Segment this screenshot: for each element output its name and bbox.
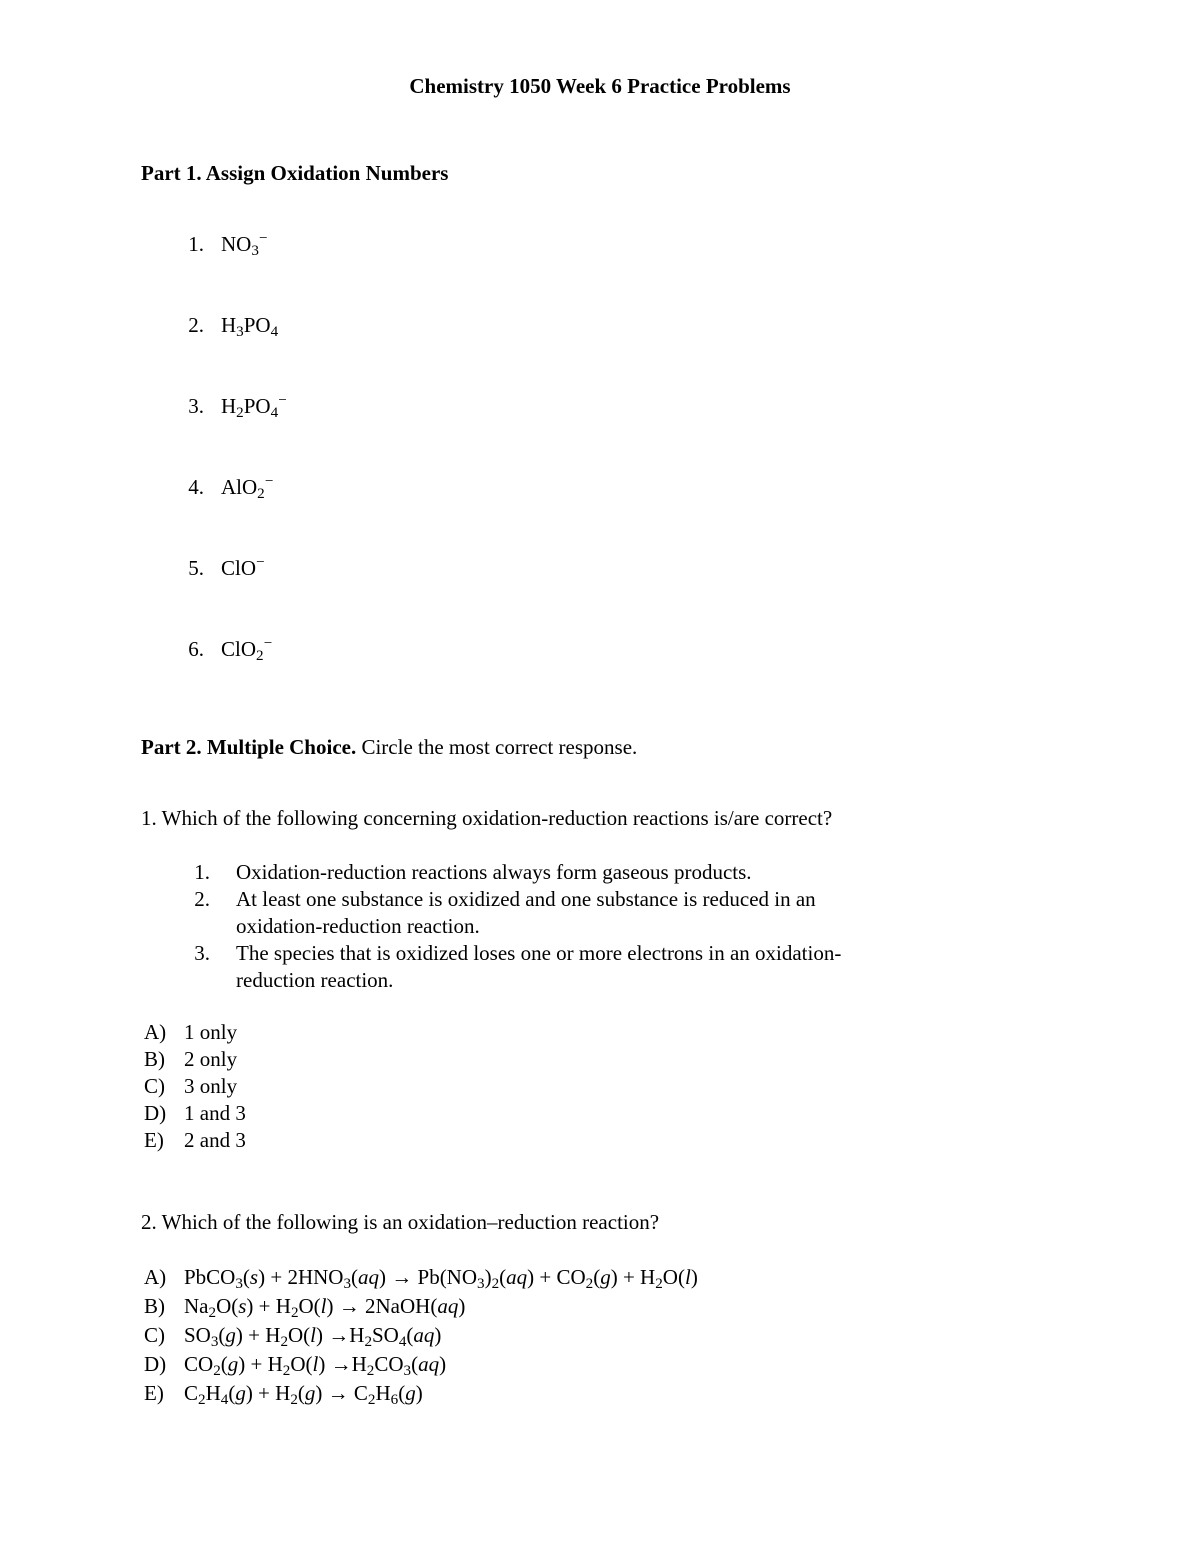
statement-number: 1. xyxy=(194,860,210,884)
part1-heading: Part 1. Assign Oxidation Numbers xyxy=(141,161,449,185)
statement-line: oxidation-reduction reaction. xyxy=(236,914,480,938)
choice-letter: A) xyxy=(144,1265,167,1289)
choice-equation: $SO_3(g) + H_2O(l) \to H_2SO_4(aq)$ xyxy=(184,1323,442,1351)
choice-text: 2 and 3 xyxy=(184,1128,246,1152)
part1-item-formula: ClO$_2$− xyxy=(221,635,273,665)
part1-item-formula: $H_2PO_4^-$ xyxy=(221,392,287,422)
statement-line: Oxidation-reduction reactions always form gaseous products. xyxy=(236,860,752,884)
choice-text: 2 only xyxy=(184,1047,238,1071)
part1-item-number: 6. xyxy=(188,637,204,661)
part1-item-number: 2. xyxy=(188,313,204,337)
part2-heading-line xyxy=(141,737,637,758)
choice-text: 1 only xyxy=(184,1020,238,1044)
statement-number: 2. xyxy=(194,887,210,911)
choice-letter: E) xyxy=(144,1128,164,1152)
part1-item-number: 5. xyxy=(188,556,204,580)
part1-item-number: 3. xyxy=(188,394,204,418)
part2-instruction: Circle the most correct response. xyxy=(356,735,638,759)
choice-letter: A) xyxy=(144,1020,167,1044)
choice-text: 1 and 3 xyxy=(184,1101,246,1125)
part1-item-formula: ClO− xyxy=(221,554,265,580)
choice-letter: C) xyxy=(144,1074,165,1098)
statement-line: At least one substance is oxidized and one substance is reduced in an xyxy=(236,887,816,911)
statement-number: 3. xyxy=(194,941,210,965)
statement-line: reduction reaction. xyxy=(236,968,394,992)
choice-text: 3 only xyxy=(184,1074,238,1098)
choice-letter: E) xyxy=(144,1381,164,1405)
choice-letter: B) xyxy=(144,1047,165,1071)
choice-letter: B) xyxy=(144,1294,165,1318)
choice-letter: D) xyxy=(144,1101,167,1125)
part1-item-formula: AlO$_2$− xyxy=(221,473,274,503)
choice-equation: $CO_2(g) + H_2O(l) \to H_2CO_3(aq)$ xyxy=(184,1352,447,1380)
statement-line: The species that is oxidized loses one or more electrons in an oxidation- xyxy=(236,941,842,965)
page-title: Chemistry 1050 Week 6 Practice Problems xyxy=(409,74,791,98)
part1-item-formula: $H_3PO_4$ xyxy=(221,313,279,341)
choice-letter: C) xyxy=(144,1323,165,1347)
question-2-text: 2. Which of the following is an oxidation–reduction reaction? xyxy=(141,1210,660,1234)
question-1-text: 1. Which of the following concerning oxidation-reduction reactions is/are correct? xyxy=(141,806,833,830)
choice-letter: D) xyxy=(144,1352,167,1376)
part2-heading: Part 2. Multiple Choice. xyxy=(141,735,357,759)
choice-equation: $C_2H_4(g) + H_2(g) \to C_2H_6(g)$ xyxy=(184,1381,423,1409)
choice-equation: $Na_2O(s) + H_2O(l)$ → 2NaOH(aq) xyxy=(184,1294,466,1322)
part1-item-formula: $NO_3^-$ xyxy=(221,230,268,260)
part1-item-number: 1. xyxy=(188,232,204,256)
choice-equation: PbCO$_3$(s) + $2HNO_3(aq) \to Pb(NO_3)_2(aq) + CO_2(g) + H_2O(l)$ xyxy=(184,1265,698,1293)
part1-item-number: 4. xyxy=(188,475,204,499)
